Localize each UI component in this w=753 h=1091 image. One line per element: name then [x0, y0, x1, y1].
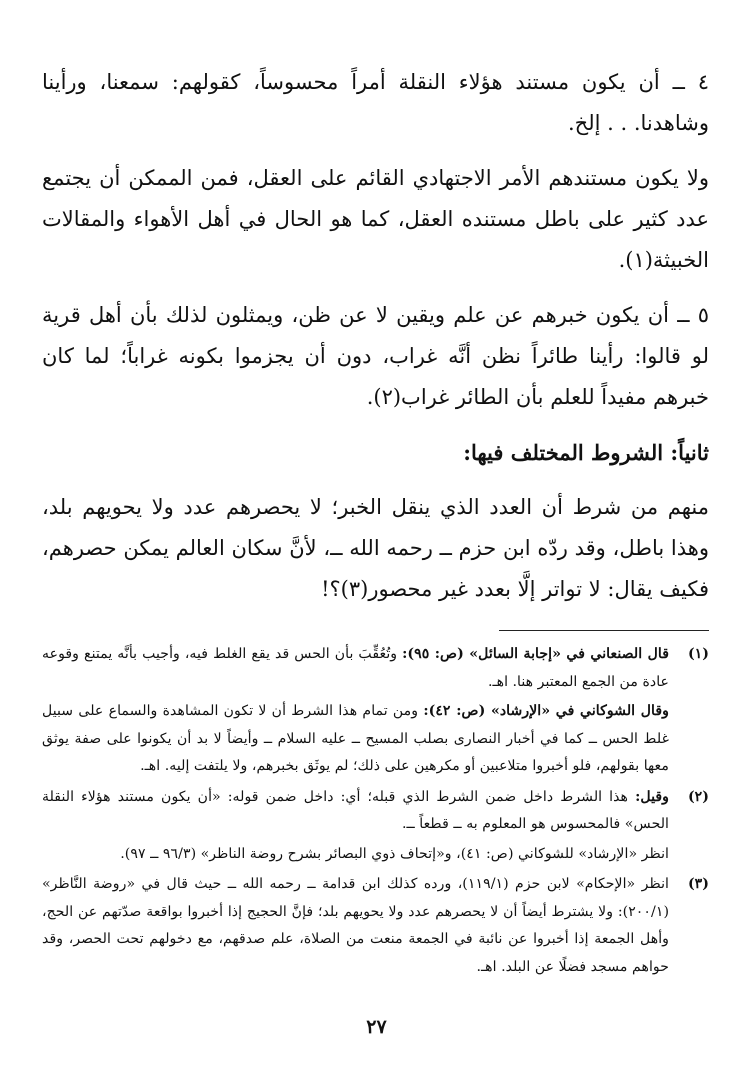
footnote-paragraph	[42, 784, 669, 839]
main-text	[42, 62, 709, 610]
footnote-3	[42, 871, 709, 981]
footnote-number: (٢)	[687, 788, 709, 805]
paragraph-rational-basis: ولا يكون مستندهم الأمر الاجتهادي القائم على العقل، فمن الممكن أن يجتمع عدد كثير على باطل مستنده العقل، كما هو الحال في أهل الأهواء والمقالات الخبيثة(١).	[42, 166, 709, 272]
paragraph-disputed-conditions: منهم من شرط أن العدد الذي ينقل الخبر؛ لا يحصرهم عدد ولا يحويهم بلد، وهذا باطل، وقد ردّه ابن حزم ــ رحمه الله ــ، لأنَّ سكان العالم يمكن حصرهم، فكيف يقال: لا تواتر إلَّا بعدد غير محصور(٣)؟!	[42, 495, 709, 601]
footnote-divider	[499, 630, 709, 631]
footnote-number: (٣)	[687, 876, 709, 892]
footnote-number: (١)	[687, 646, 709, 662]
page-number: ٢٧	[366, 1016, 387, 1038]
footnote-text: انظر «الإحكام» لابن حزم (١١٩/١)، ورده كذلك ابن قدامة ــ رحمه الله ــ حيث قال في «روضة النَّاظر» (٢٠٠/١): ولا يشترط أيضاً أن لا يحصرهم عدد ولا يحويهم بلد؛ فإنَّ الحجيج إذا أخبروا بواقعة صدّتهم عن الحج، وأهل الجمعة إذا أخبروا عن نائبة في الجمعة منعت من الصلاة، علم صدقهم، مع دخولهم تحت الحصر، وقد حواهم مسجد فضلًا عن البلد. اهـ.	[42, 876, 669, 975]
paragraph-condition-5: ٥ ــ أن يكون خبرهم عن علم ويقين لا عن ظن، ويمثلون لذلك بأن أهل قرية لو قالوا: رأينا طائراً نظن أنَّه غراب، دون أن يجزموا بكونه غراباً؛ لما كان خبرهم مفيداً للعلم بأن الطائر غراب(٢).	[42, 303, 709, 409]
paragraph-condition-4: ٤ ــ أن يكون مستند هؤلاء النقلة أمراً محسوساً، كقولهم: سمعنا، ورأينا وشاهدنا. . . إلخ.	[42, 70, 709, 135]
footnote-source: وقال الشوكاني في «الإرشاد» (ص: ٤٢):	[423, 703, 670, 719]
footnote-text: انظر «الإرشاد» للشوكاني (ص: ٤١)، و«إتحاف ذوي البصائر بشرح روضة الناظر» (٩٦/٣ ــ ٩٧).	[120, 845, 669, 862]
footnote-2	[42, 784, 709, 869]
footnote-source: وقيل:	[635, 788, 669, 805]
footnotes	[42, 641, 709, 981]
footnote-paragraph	[42, 871, 669, 981]
section-heading: ثانياً: الشروط المختلف فيها:	[463, 440, 709, 465]
footnote-source: قال الصنعاني في «إجابة السائل» (ص: ٩٥):	[402, 646, 670, 662]
footnote-text: وتُعُقِّبَ بأن الحس قد يقع الغلط فيه، وأجيب بأنَّه يمتنع وقوعه عادة من الجمع المعتبر هنا. اهـ.	[42, 646, 669, 690]
footnote-paragraph	[42, 841, 669, 869]
footnote-1	[42, 641, 709, 781]
footnote-paragraph	[42, 641, 669, 696]
footnote-paragraph	[42, 698, 669, 781]
footnote-text: ومن تمام هذا الشرط أن لا تكون المشاهدة والسماع على سبيل غلط الحس ــ كما في أخبار النصارى بصلب المسيح ــ عليه السلام ــ وأيضاً لا بد أن يكونوا على صفة يوثق معها بقولهم، فلو أخبروا متلاعبين أو مكرهين على ذلك؛ لم يوثَق بخبرهم، ولا يلتفت إليه. اهـ.	[42, 703, 669, 774]
footnote-text: هذا الشرط داخل ضمن الشرط الذي قبله؛ أي: داخل ضمن قوله: «أن يكون مستند هؤلاء النقلة الحس» فالمحسوس هو المعلوم به ــ قطعاً ــ.	[42, 788, 669, 832]
